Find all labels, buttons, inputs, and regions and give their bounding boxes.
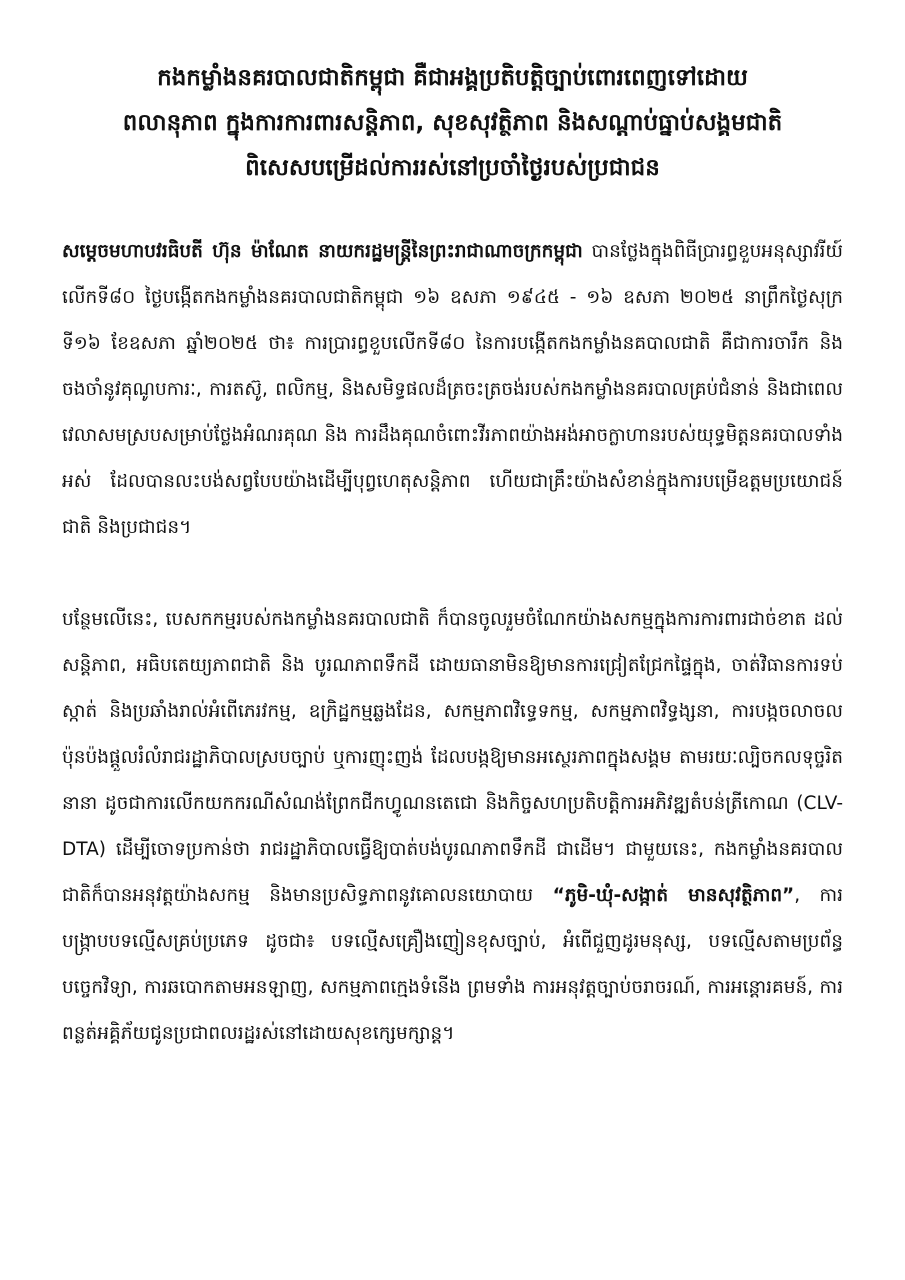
paragraph-1-text: បានថ្លែងក្នុងពិធីប្រារព្ធខួបអនុស្សាវរីយ៍លើកទី៨០ ថ្ងៃបង្កើតកងកម្លាំងនគរបាលជាតិកម្ពុជា ១៦ ឧសភា ១៩៤៥ - ១៦ ឧសភា ២០២៥ នាព្រឹកថ្ងៃសុក្រ ទី១៦ ខែឧសភា ឆ្នាំ២០២៥ ថា៖ ការប្រារព្ធខួបលើកទី៨០ នៃការបង្កើតកងកម្លាំងនគបាលជាតិ គឺជាការចារឹក និងចងចាំនូវគុណូបការៈ, ការតស៊ូ, ពលិកម្ម, និងសមិទ្ធផលដ៏ត្រចះត្រចង់របស់កងកម្លាំងនគរបាលគ្រប់ជំនាន់ និងជាពេលវេលាសមស្របសម្រាប់ថ្លែងអំណរគុណ និង ការដឹងគុណចំពោះវីរភាពយ៉ាងអង់អាចក្លាហានរបស់យុទ្ធមិត្តនគរបាលទាំងអស់ ដែលបានលះបង់សព្វបែបយ៉ាងដើម្បីបុព្វហេតុសន្តិភាព ហើយជាគ្រឹះយ៉ាងសំខាន់ក្នុងការបម្រើឧត្តមប្រយោជន៍ជាតិ និងប្រជាជន។ — [62, 241, 843, 538]
paragraph-2-text-after: , ការបង្ក្រាបបទល្មើសគ្រប់ប្រភេទ ដូចជា៖ បទល្មើសគ្រឿងញៀនខុសច្បាប់, អំពើជួញដូរមនុស្ស, បទល្មើសតាមប្រព័ន្ធបច្ចេកវិទ្យា, ការឆបោកតាមអនឡាញ, សកម្មភាពក្មេងទំនើង ព្រមទាំង ការអនុវត្តច្បាប់ចរាចរណ៍, ការអន្តោរគមន៍, ការពន្លត់អគ្គិភ័យជូនប្រជាពលរដ្ឋរស់នៅដោយសុខក្សេមក្សាន្ត។ — [62, 885, 844, 1044]
paragraph-2-bold-slogan: “ភូមិ-ឃុំ-សង្កាត់ មានសុវត្ថិភាព” — [552, 885, 795, 906]
paragraph-2-text-before: បន្ថែមលើនេះ, បេសកកម្មរបស់កងកម្លាំងនគរបាលជាតិ ក៏បានចូលរួមចំណែកយ៉ាងសកម្មក្នុងការការពារជាច់ខាត ដល់សន្តិភាព, អធិបតេយ្យភាពជាតិ និង បូរណភាពទឹកដី ដោយធានាមិនឱ្យមានការជ្រៀតជ្រែកផ្ទៃក្នុង, ចាត់វិធានការទប់ស្កាត់ និងប្រឆាំងរាល់អំពើភេរវកម្ម, ឧក្រិដ្ឋកម្មឆ្លងដែន, សកម្មភាពវិទ្ធេទកម្ម, សកម្មភាពវិទ្ធង្សនា, ការបង្កចលាចលប៉ុនប៉ងផ្តួលរំលំរាជរដ្ឋាភិបាលស្របច្បាប់ ឬការញុះញង់ ដែលបង្កឱ្យមានអស្ថេរភាពក្នុងសង្គម តាមរយៈល្បិចកលទុច្ចរិតនានា ដូចជាការលើកយកករណីសំណង់ព្រែកជីកហ្វូណនតេជោ និងកិច្ចសហប្រតិបត្តិការអភិវឌ្ឍតំបន់ត្រីកោណ (CLV-DTA) ដើម្បីចោទប្រកាន់ថា រាជរដ្ឋាភិបាលធ្វើឱ្យបាត់បង់បូរណភាពទឹកដី ជាដើម។ ជាមួយនេះ, កងកម្លាំងនគរបាលជាតិក៏បានអនុវត្តយ៉ាងសកម្ម និងមានប្រសិទ្ធភាពនូវគោលនយោបាយ — [62, 609, 843, 906]
document-title — [62, 56, 843, 191]
paragraph-1-bold-lead: សម្តេចមហាបវរធិបតី ហ៊ុន ម៉ាណែត នាយករដ្ឋមន្ត្រីនៃព្រះរាជាណាចក្រកម្ពុជា — [62, 241, 583, 262]
paragraph-1 — [62, 229, 843, 551]
title-line-3: ពិសេសបម្រើដល់ការរស់នៅប្រចាំថ្ងៃរបស់ប្រជាជន — [245, 155, 660, 181]
title-line-1: កងកម្លាំងនគរបាលជាតិកម្ពុជា គឺជាអង្គប្រតិបត្តិច្បាប់ពោរពេញទៅដោយ — [157, 65, 748, 91]
paragraph-spacer — [62, 551, 843, 597]
paragraph-2 — [62, 597, 843, 1057]
title-line-2: ពលានុភាព ក្នុងការការពារសន្តិភាព, សុខសុវត្ថិភាព និងសណ្តាប់ធ្នាប់សង្គមជាតិ — [122, 110, 783, 136]
